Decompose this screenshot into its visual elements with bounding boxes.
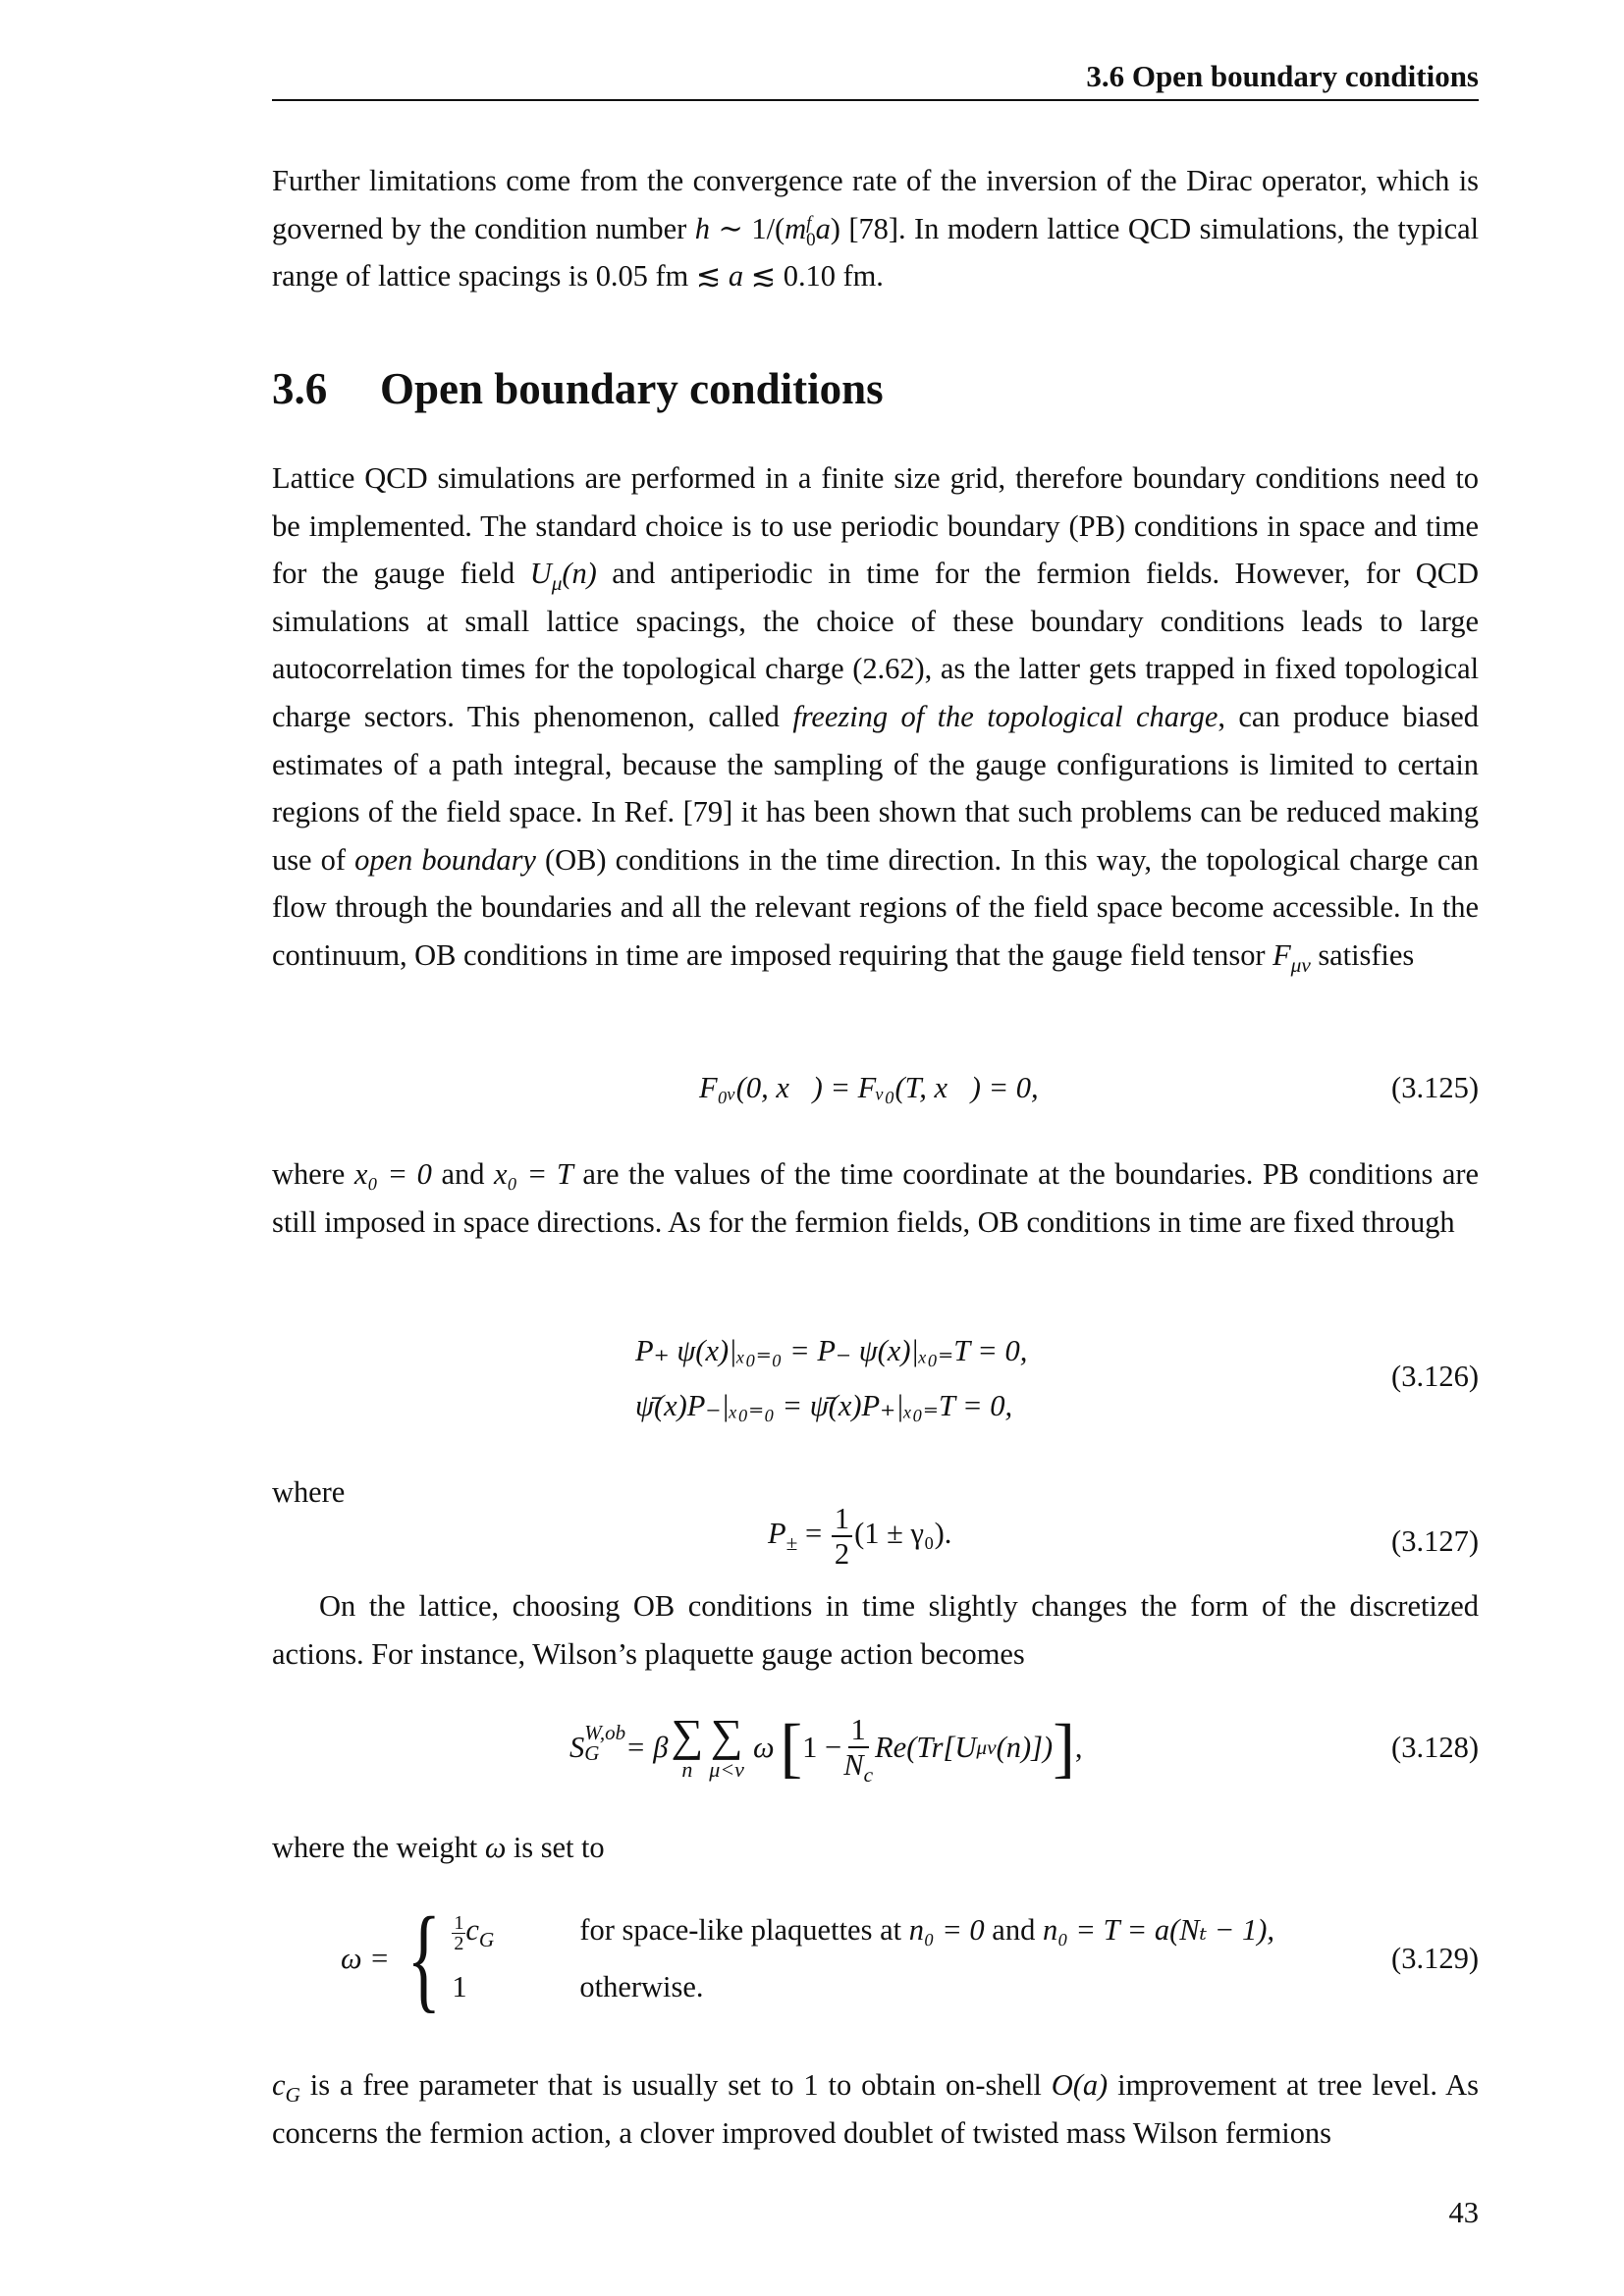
math-c: c [272,2068,286,2102]
emphasis: open boundary [354,842,536,877]
math-c: c [465,1913,479,1947]
case-row-1 [452,1901,1274,1958]
fraction [452,1913,465,1953]
paragraph-cg [272,2061,1479,2157]
right-bracket-icon: ] [1053,1710,1075,1785]
equation-3-127 [272,1502,1479,1580]
text: Further limitations come from the convergence rate of the inversion of the Dirac operator, which is governed by the condition number [272,164,1479,245]
equation-3-125 [272,1068,1479,1107]
equation-number: (3.127) [1391,1524,1479,1558]
case-condition [579,1901,1274,1958]
header-rule [272,99,1479,101]
subscript: c [863,1763,874,1788]
equation-3-128 [272,1693,1479,1801]
equation-body [341,1895,1274,2022]
paragraph-where: where [272,1475,346,1509]
text: and [984,1913,1043,1947]
sum-limit: n [681,1757,693,1782]
math-F: F [1272,937,1291,972]
math-omega: ω [484,1831,507,1864]
page-number: 43 [1448,2196,1479,2229]
subscript: G [478,1928,495,1952]
text: ∼ 1/( [709,211,785,245]
subscript: 0 [806,229,816,250]
subscript: μ [551,571,563,596]
comma: , [1074,1731,1083,1764]
denominator [843,1748,874,1788]
subscript: ± [785,1531,798,1556]
sum-n [671,1710,704,1782]
paragraph-lattice-actions: On the lattice, choosing OB conditions in time slightly changes the form of the discretized actions. For instance, Wilson’s plaquette gauge action becomes [272,1589,1479,1671]
math-N: N [843,1748,864,1782]
case-value [452,1901,579,1958]
math-P: P [768,1517,786,1550]
equation-line-2: ψ̄(x)P₋|ₓ₀₌₀ = ψ̄(x)P₊|ₓ₀₌T = 0, [635,1389,1013,1422]
sigma-icon: ∑ [671,1710,704,1760]
math-a: a [728,259,744,294]
equation-body: S W,ob G = β ∑ n ∑ μ<ν ω [ 1 − $\frac{1}{N_c}$ Re(Tr[U μν (n)]) ] , [569,1710,1083,1788]
equation-rhs: Re(Tr[U [875,1731,977,1764]
emphasis: freezing of the topological charge [792,699,1218,733]
text: , can produce biased estimates of a path integral, because the sampling of the gauge configurations is limited to certain regions of the field space. In Ref. [79] it has been shown that such problems can be reduced making use of [272,699,1479,877]
sum-mu-nu [709,1710,744,1782]
math-U: U [529,557,552,591]
case-value: 1 [452,1970,467,2003]
math-n0-T: n₀ = T = a(Nₜ − 1), [1042,1913,1275,1947]
text: Lattice QCD simulations are performed in a finite size grid, therefore boundary conditions need to be implemented. The standard choice is to use periodic boundary (PB) conditions in space and time for the gauge field [272,461,1479,591]
subscript: μν [1290,953,1311,978]
math-omega: ω [752,1731,775,1764]
section-title: Open boundary conditions [380,364,884,413]
denominator: 2 [454,1932,464,1954]
math-n0: n₀ = 0 [908,1913,985,1947]
sum-limit: μ<ν [709,1757,744,1782]
subscript: G [584,1741,600,1765]
superscript: f [806,212,812,234]
superscript: W,ob [584,1721,626,1744]
paragraph-boundaries [272,1150,1479,1246]
numerator: 1 [454,1911,464,1934]
equation-body [768,1502,951,1571]
paragraph-weight [272,1824,1479,1872]
intro-paragraph [272,157,1479,300]
equation-body: F₀ᵥ(0, x⃗) = Fᵥ₀(T, x⃗) = 0, [699,1071,1039,1104]
math-O-a: O(a) [1051,2068,1109,2102]
cases [452,1901,1274,2015]
equation-number: (3.129) [1391,1942,1479,1975]
left-bracket-icon: [ [780,1710,803,1785]
text: improvement at tree level. As concerns the fermion action, a clover improved doublet of twisted mass Wilson fermions [272,2068,1479,2150]
text: is a free parameter that is usually set to 1 to obtain on-shell [299,2068,1052,2102]
numerator: 1 [848,1713,869,1748]
math-sup-sub [806,212,816,250]
equals-beta: = β [625,1731,669,1764]
text: is set to [506,1831,605,1864]
math-omega-lhs: ω = [341,1942,390,1975]
case-row-2 [452,1958,1274,2015]
case-condition: otherwise. [579,1970,704,2003]
math-sup-sub [584,1723,625,1764]
equation-rhs-end: (n)]) [996,1731,1054,1764]
fraction [832,1502,852,1571]
math-arg: (n) [562,557,597,591]
equation-number: (3.125) [1391,1071,1479,1104]
text: for space-like plaquettes at [579,1913,909,1947]
text: ≲ 0.10 fm. [743,259,884,294]
math-a: a [815,211,831,245]
subscript: G [285,2083,300,2108]
paragraph-obc-intro [272,454,1479,980]
text: (OB) conditions in the time direction. In this way, the topological charge can flow through the boundaries and all the relevant regions of the field space become accessible. In the continuum, OB conditions in time are imposed requiring that the gauge field tensor [272,842,1479,972]
math-m: m [785,211,807,245]
numerator: 1 [832,1502,852,1537]
text: and antiperiodic in time for the fermion fields. However, for QCD simulations at small lattice spacings, the choice of these boundary conditions leads to large autocorrelation times for the topological charge (2.62), as the latter gets trapped in fixed topological charge sectors. This phenomenon, called [272,557,1479,733]
math-h: h [694,211,710,245]
text: and [431,1157,495,1191]
fraction [843,1713,874,1788]
text: are the values of the time coordinate at the boundaries. PB conditions are still imposed in space directions. As for the fermion fields, OB conditions in time are fixed through [272,1157,1479,1239]
left-brace-icon: { [406,1893,441,2023]
equals: = [797,1517,830,1550]
equation-number: (3.128) [1391,1731,1479,1764]
equation-number: (3.126) [1391,1360,1479,1393]
math-S: S [569,1731,585,1764]
math-x0-T: x₀ = T [494,1157,573,1191]
math-x0: x₀ = 0 [353,1157,432,1191]
text: satisfies [1310,937,1415,972]
section-number: 3.6 [272,364,328,413]
denominator: 2 [834,1537,850,1571]
equation-3-126 [272,1327,1479,1435]
running-head: 3.6 Open boundary conditions [1086,59,1479,93]
section-heading [272,363,884,414]
equation-3-129 [272,1895,1479,2022]
sigma-icon: ∑ [710,1710,743,1760]
one-minus: 1 − [802,1731,842,1764]
text: where the weight [272,1831,485,1864]
text: ) [78]. In modern lattice QCD simulations, the typical range of lattice spacings is 0.05 fm ≲ [272,211,1480,294]
equation-rhs: (1 ± γ₀). [854,1517,952,1550]
text: where [272,1157,354,1191]
equation-line-1: P₊ ψ(x)|ₓ₀₌₀ = P₋ ψ(x)|ₓ₀₌T = 0, [635,1334,1028,1367]
